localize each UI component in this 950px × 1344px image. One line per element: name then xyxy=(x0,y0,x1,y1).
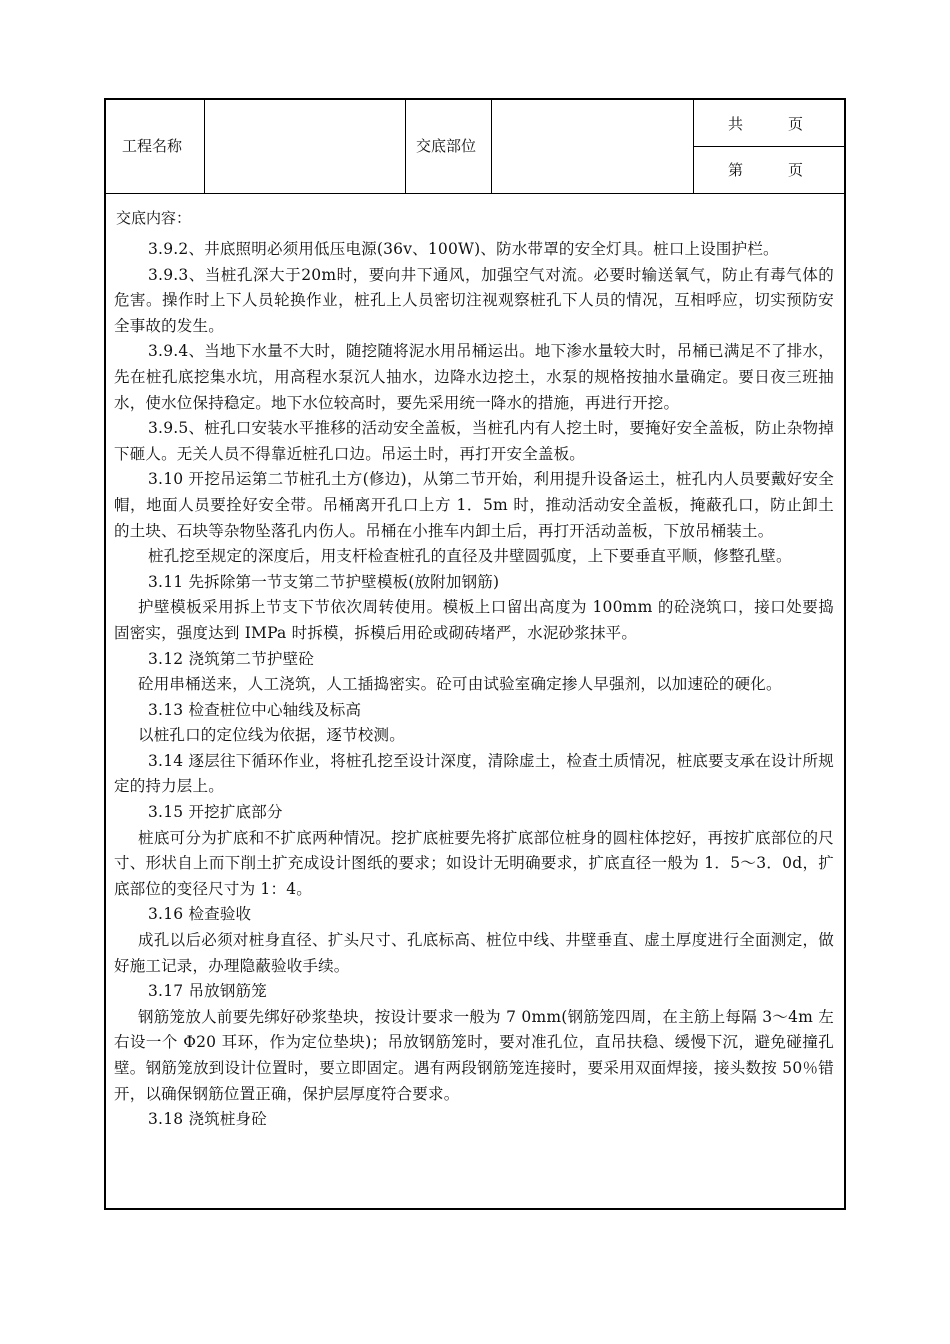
paragraph: 以桩孔口的定位线为依据，逐节校测。 xyxy=(138,726,405,745)
paragraph: 3.9.3、当桩孔深大于20m时，要向井下通风，加强空气对流。必要时输送氧气，防止有毒气体的危害。操作时上下人员轮换作业，桩孔上人员密切注视观察桩孔下人员的情况，互相呼应，切实预防安全事故的发生。 xyxy=(114,265,834,335)
content-body xyxy=(114,237,834,1133)
paragraph: 桩底可分为扩底和不扩底两种情况。挖扩底桩要先将扩底部位桩身的圆柱体挖好，再按扩底部位的尺寸、形状自上而下削土扩充成设计图纸的要求；如设计无明确要求，扩底直径一般为 1．5～3．0d，扩底部位的变径尺寸为 1：4。 xyxy=(114,828,834,898)
divider xyxy=(405,100,406,193)
paragraph: 桩孔挖至规定的深度后，用支杆检查桩孔的直径及井壁圆弧度，上下要垂直平顺，修整孔壁。 xyxy=(148,547,792,566)
paragraph: 成孔以后必须对桩身直径、扩头尺寸、孔底标高、桩位中线、井壁垂直、虚土厚度进行全面测定，做好施工记录，办理隐蔽验收手续。 xyxy=(114,931,834,975)
total-pages-label: 共 页 xyxy=(728,115,804,133)
section-heading: 3.11 先拆除第一节支第二节护壁模板(放附加钢筋) xyxy=(148,572,500,591)
paragraph: 3.9.2、井底照明必须用低压电源(36v、100W)、防水带罩的安全灯具。桩口上设围护栏。 xyxy=(148,240,779,258)
divider xyxy=(693,146,844,147)
location-label: 交底部位 xyxy=(416,137,477,155)
content-label: 交底内容： xyxy=(116,209,192,227)
project-name-label: 工程名称 xyxy=(122,137,183,155)
paragraph: 砼用串桶送来，人工浇筑，人工插捣密实。砼可由试验室确定掺人早强剂，以加速砼的硬化。 xyxy=(138,675,782,694)
paragraph: 3.9.4、当地下水量不大时，随挖随将泥水用吊桶运出。地下渗水量较大时，吊桶已满足不了排水，先在桩孔底挖集水坑，用高程水泵沉人抽水，边降水边挖土，水泵的规格按抽水量确定。要日夜三班抽水，使水位保持稳定。地下水位较高时，要先采用统一降水的措施，再进行开挖。 xyxy=(114,342,834,412)
section-heading: 3.17 吊放钢筋笼 xyxy=(148,982,267,1001)
section-heading: 3.18 浇筑桩身砼 xyxy=(148,1110,267,1129)
paragraph: 3.9.5、桩孔口安装水平推移的活动安全盖板，当桩孔内有人挖土时，要掩好安全盖板，防止杂物掉下砸人。无关人员不得靠近桩孔口边。吊运土时，再打开安全盖板。 xyxy=(114,419,834,463)
paragraph: 3.10 开挖吊运第二节桩孔土方(修边)，从第二节开始，利用提升设备运土，桩孔内人员要戴好安全帽，地面人员要拴好安全带。吊桶离开孔口上方 1．5m 时，推动活动安全盖板，掩蔽孔口，防止卸土的土块、石块等杂物坠落孔内伤人。吊桶在小推车内卸土后，再打开活动盖板，下放吊桶装土。 xyxy=(114,470,834,540)
page-number-label: 第 页 xyxy=(728,161,804,179)
divider xyxy=(491,100,492,193)
section-heading: 3.12 浇筑第二节护壁砼 xyxy=(148,649,315,668)
section-heading: 3.16 检查验收 xyxy=(148,905,252,924)
section-heading: 3.13 检查桩位中心轴线及标高 xyxy=(148,700,362,719)
section-heading: 3.15 开挖扩底部分 xyxy=(148,803,283,822)
paragraph: 护壁模板采用拆上节支下节依次周转使用。模板上口留出高度为 100mm 的砼浇筑口，接口处要捣固密实，强度达到 IMPa 时拆模，拆模后用砼或砌砖堵严，水泥砂浆抹平。 xyxy=(114,598,834,642)
paragraph: 钢筋笼放人前要先绑好砂浆垫块，按设计要求一般为 7 0mm(钢筋笼四周，在主筋上每隔 3～4m 左右设一个 Φ20 耳环，作为定位垫块)；吊放钢筋笼时，要对准孔位，直吊扶稳、缓慢下沉，避免碰撞孔壁。钢筋笼放到设计位置时，要立即固定。遇有两段钢筋笼连接时，要采用双面焊接，接头数按 50％错开，以确保钢筋位置正确，保护层厚度符合要求。 xyxy=(114,1007,834,1103)
header-table xyxy=(106,100,844,194)
paragraph: 3.14 逐层往下循环作业，将桩孔挖至设计深度，清除虚土，检查土质情况，桩底要支承在设计所规定的持力层上。 xyxy=(114,751,834,796)
divider xyxy=(204,100,205,193)
